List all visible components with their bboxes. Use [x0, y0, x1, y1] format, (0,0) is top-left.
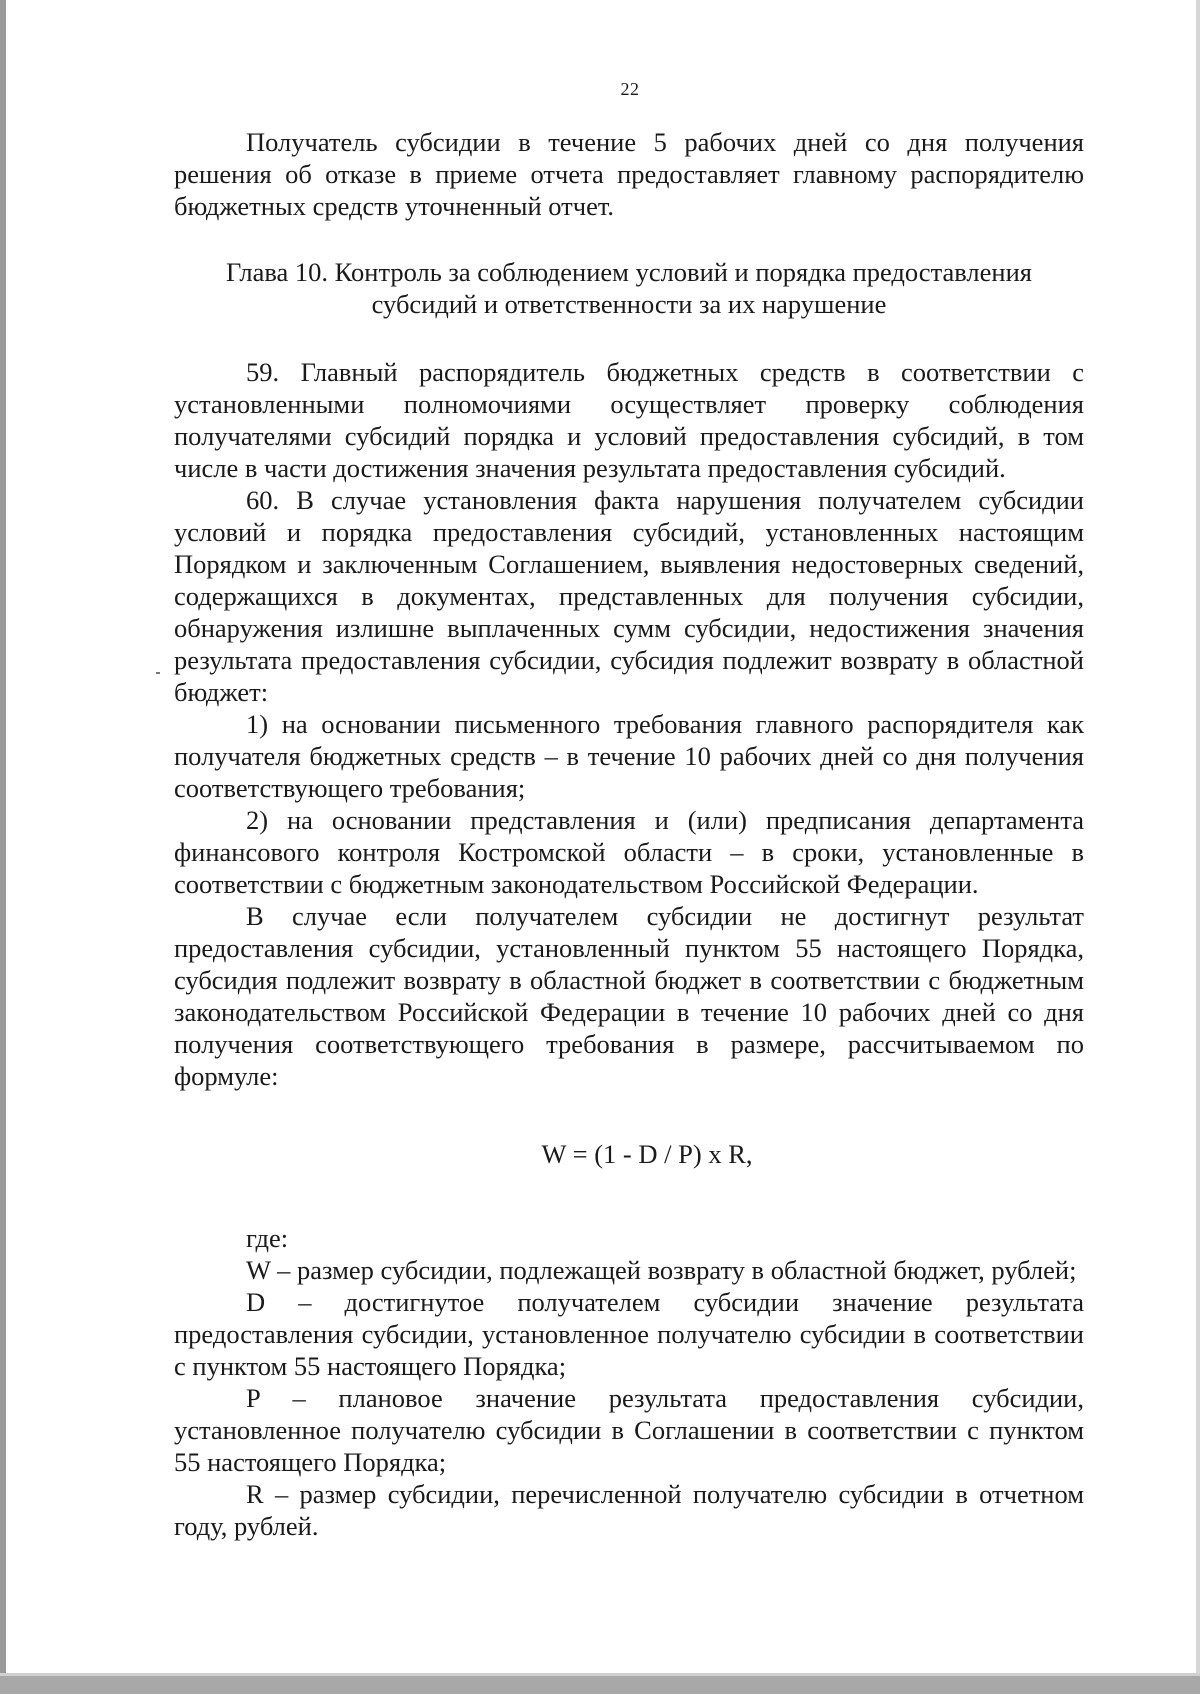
paragraph-60: 60. В случае установления факта нарушения получателем субсидии условий и порядка предоставления субсидий, установленных настоящим Порядком и заключенным Соглашением, выявления недостоверных сведений, содержащихся в документах, представленных для получения субсидии, обнаружения излишне выплаченных сумм субсидии, недостижения значения результата предоставления субсидии, субсидия подлежит возврату в областной бюджет:: [174, 485, 1084, 707]
formula-where: где:: [246, 1223, 289, 1253]
chapter-heading: [174, 256, 1084, 320]
paragraph-60-item-1: 1) на основании письменного требования главного распорядителя как получателя бюджетных средств – в течение 10 рабочих дней со дня получения соответствующего требования;: [174, 709, 1084, 803]
formula-def-w: W – размер субсидии, подлежащей возврату в областной бюджет, рублей;: [246, 1255, 1077, 1285]
formula-def-r: R – размер субсидии, перечисленной получателю субсидии в отчетном году, рублей.: [174, 1479, 1084, 1541]
paragraph-59: 59. Главный распорядитель бюджетных средств в соответствии с установленными полномочиями осуществляет проверку соблюдения получателями субсидий порядка и условий предоставления субсидий, в том числе в части достижения значения результата предоставления субсидий.: [174, 357, 1084, 483]
scan-edge-bottom: [0, 1676, 1200, 1694]
chapter-heading-line-2: субсидий и ответственности за их нарушение: [371, 289, 887, 319]
formula-def-d: D – достигнутое получателем субсидии значение результата предоставления субсидии, установленное получателю субсидии в соответствии с пунктом 55 настоящего Порядка;: [174, 1287, 1084, 1381]
chapter-heading-line-1: Глава 10. Контроль за соблюдением условий и порядка предоставления: [226, 257, 1032, 287]
paragraph-60-item-2: 2) на основании представления и (или) предписания департамента финансового контроля Костромской области – в сроки, установленные в соответствии с бюджетным законодательством Российской Федерации.: [174, 805, 1084, 899]
scan-speck: [156, 672, 160, 674]
scan-edge-right: [1196, 0, 1200, 1694]
formula-def-p: P – плановое значение результата предоставления субсидии, установленное получателю субсидии в Соглашении в соответствии с пунктом 55 настоящего Порядка;: [174, 1383, 1084, 1477]
paragraph-refined-report: Получатель субсидии в течение 5 рабочих дней со дня получения решения об отказе в приеме отчета предоставляет главному распорядителю бюджетных средств уточненный отчет.: [174, 127, 1084, 221]
scan-edge-left: [0, 0, 6, 1694]
page-number: 22: [620, 79, 640, 99]
paragraph-result-not-achieved: В случае если получателем субсидии не достигнут результат предоставления субсидии, установленный пунктом 55 настоящего Порядка, субсидия подлежит возврату в областной бюджет в соответствии с бюджетным законодательством Российской Федерации в течение 10 рабочих дней со дня получения соответствующего требования в размере, рассчитываемом по формуле:: [174, 901, 1084, 1091]
refund-formula: W = (1 - D / P) x R,: [541, 1139, 753, 1169]
document-body: [174, 126, 1084, 1542]
